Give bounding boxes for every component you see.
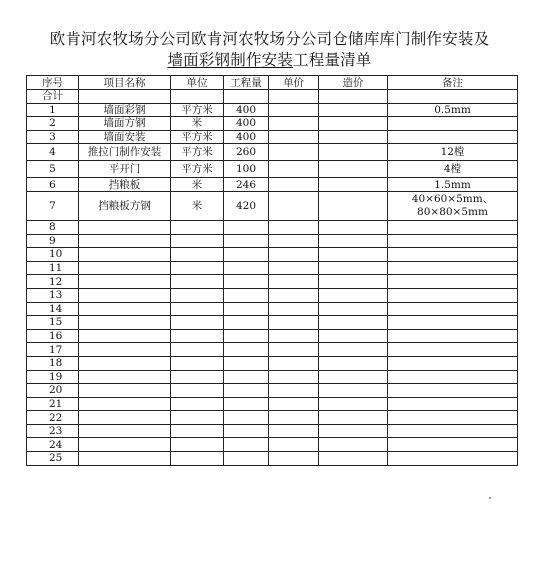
cell-qty (224, 234, 269, 248)
cell-name (79, 411, 171, 425)
cell-price (269, 356, 319, 370)
cell-no: 5 (27, 161, 79, 178)
cell-unit (171, 220, 224, 234)
cell-cost (319, 302, 388, 316)
cell-qty (224, 452, 269, 466)
cell-name: 推拉门制作安装 (79, 144, 171, 161)
table-row (27, 130, 518, 144)
cell-price (269, 117, 319, 131)
cell-price (269, 275, 319, 289)
table-row (27, 144, 518, 161)
total-label: 合计 (27, 90, 79, 104)
cell-no: 1 (27, 103, 79, 117)
cell-no: 25 (27, 452, 79, 466)
cell-unit (171, 397, 224, 411)
table-row (27, 220, 518, 234)
cell-unit (171, 302, 224, 316)
cell-no: 19 (27, 370, 79, 384)
cell-name: 墙面彩钢 (79, 103, 171, 117)
cell-cost (319, 397, 388, 411)
cell-price (269, 438, 319, 452)
total-row (27, 90, 518, 104)
header-unit: 单位 (171, 76, 224, 90)
cell-name (79, 370, 171, 384)
cell-cost (319, 161, 388, 178)
cell-price (269, 288, 319, 302)
cell-qty (224, 302, 269, 316)
cell-cost (319, 220, 388, 234)
cell-cost (319, 438, 388, 452)
cell-unit (171, 288, 224, 302)
cell-cost (319, 329, 388, 343)
cell-qty (224, 316, 269, 330)
table-row (27, 343, 518, 357)
cell-unit (171, 370, 224, 384)
cell-unit (171, 261, 224, 275)
cell-name: 挡粮板方钢 (79, 191, 171, 220)
cell-qty: 400 (224, 130, 269, 144)
header-note: 备注 (388, 76, 518, 90)
title-line-2 (0, 50, 539, 71)
cell-note (388, 452, 518, 466)
cell-name (79, 452, 171, 466)
header-no: 序号 (27, 76, 79, 90)
cell-note (388, 343, 518, 357)
cell-price (269, 316, 319, 330)
cell-note: 0.5mm (388, 103, 518, 117)
cell-price (269, 144, 319, 161)
cell-name (79, 261, 171, 275)
cell-unit (171, 424, 224, 438)
cell-unit (171, 411, 224, 425)
cell-price (269, 452, 319, 466)
cell-price (269, 178, 319, 192)
cell-cost (319, 234, 388, 248)
cell-qty (224, 424, 269, 438)
cell-name: 墙面方钢 (79, 117, 171, 131)
table-row (27, 261, 518, 275)
table-row (27, 103, 518, 117)
cell-note (388, 288, 518, 302)
cell-price (269, 384, 319, 398)
cell-no: 21 (27, 397, 79, 411)
title-line-2-rest: 工程量清单 (293, 51, 372, 69)
cell-note (388, 411, 518, 425)
cell-qty: 100 (224, 161, 269, 178)
cell-price (269, 370, 319, 384)
cell-unit: 平方米 (171, 161, 224, 178)
cell-unit (171, 452, 224, 466)
cell-name (79, 329, 171, 343)
cell-no: 20 (27, 384, 79, 398)
cell-note (388, 438, 518, 452)
table-row (27, 191, 518, 220)
cell-name: 挡粮板 (79, 178, 171, 192)
cell-price (269, 130, 319, 144)
cell-name (79, 316, 171, 330)
cell-unit (171, 343, 224, 357)
cell-cost (319, 343, 388, 357)
cell-price (269, 161, 319, 178)
cell-note (388, 275, 518, 289)
cell-cost (319, 103, 388, 117)
cell-qty: 260 (224, 144, 269, 161)
cell-qty (224, 261, 269, 275)
cell-qty (224, 356, 269, 370)
cell-cost (319, 424, 388, 438)
cell-no: 8 (27, 220, 79, 234)
cell-note (388, 117, 518, 131)
cell-qty (224, 288, 269, 302)
cell-name (79, 220, 171, 234)
cell-no: 16 (27, 329, 79, 343)
cell-name (79, 343, 171, 357)
cell-cost (319, 288, 388, 302)
quantity-table (26, 75, 518, 466)
cell-no: 11 (27, 261, 79, 275)
cell-note (388, 130, 518, 144)
table-row (27, 424, 518, 438)
cell-cost (319, 370, 388, 384)
cell-note (388, 261, 518, 275)
cell-no: 9 (27, 234, 79, 248)
cell-unit: 米 (171, 178, 224, 192)
cell-no: 14 (27, 302, 79, 316)
cell-unit (171, 275, 224, 289)
cell-note (388, 316, 518, 330)
cell-cost (319, 275, 388, 289)
cell-price (269, 234, 319, 248)
table-row (27, 275, 518, 289)
cell-note (388, 384, 518, 398)
cell-qty (224, 397, 269, 411)
cell-price (269, 343, 319, 357)
cell-note (388, 356, 518, 370)
cell-qty (224, 275, 269, 289)
cell-note: 12樘 (388, 144, 518, 161)
cell-price (269, 191, 319, 220)
scan-speck (489, 497, 491, 499)
cell-note: 1.5mm (388, 178, 518, 192)
table-row (27, 117, 518, 131)
cell-unit: 平方米 (171, 144, 224, 161)
cell-unit (171, 234, 224, 248)
table-row (27, 234, 518, 248)
table-row (27, 178, 518, 192)
header-cost: 造价 (319, 76, 388, 90)
table-row (27, 288, 518, 302)
cell-no: 2 (27, 117, 79, 131)
cell-no: 24 (27, 438, 79, 452)
cell-cost (319, 117, 388, 131)
cell-cost (319, 178, 388, 192)
cell-name (79, 356, 171, 370)
cell-cost (319, 144, 388, 161)
cell-name: 墙面安装 (79, 130, 171, 144)
cell-unit: 米 (171, 191, 224, 220)
table-row (27, 329, 518, 343)
cell-note (388, 397, 518, 411)
cell-cost (319, 130, 388, 144)
cell-cost (319, 384, 388, 398)
table-row (27, 397, 518, 411)
title-line-1: 欧肯河农牧场分公司欧肯河农牧场分公司仓储库库门制作安装及 (49, 30, 490, 48)
cell-price (269, 248, 319, 262)
cell-cost (319, 316, 388, 330)
cell-note (388, 424, 518, 438)
header-price: 单价 (269, 76, 319, 90)
title-line-2-underlined: 墙面彩钢制作安装 (167, 51, 294, 69)
cell-note (388, 370, 518, 384)
cell-price (269, 397, 319, 411)
cell-unit (171, 248, 224, 262)
cell-name (79, 234, 171, 248)
cell-no: 23 (27, 424, 79, 438)
cell-price (269, 411, 319, 425)
cell-note (388, 248, 518, 262)
cell-qty: 400 (224, 117, 269, 131)
cell-note (388, 329, 518, 343)
cell-name (79, 397, 171, 411)
cell-no: 10 (27, 248, 79, 262)
cell-no: 6 (27, 178, 79, 192)
cell-qty: 246 (224, 178, 269, 192)
cell-cost (319, 261, 388, 275)
cell-cost (319, 248, 388, 262)
cell-no: 4 (27, 144, 79, 161)
cell-name (79, 384, 171, 398)
header-name: 项目名称 (79, 76, 171, 90)
document-title (0, 29, 539, 71)
cell-no: 22 (27, 411, 79, 425)
cell-cost (319, 191, 388, 220)
cell-unit (171, 316, 224, 330)
cell-unit: 米 (171, 117, 224, 131)
cell-name (79, 438, 171, 452)
cell-price (269, 103, 319, 117)
cell-qty (224, 384, 269, 398)
cell-qty (224, 370, 269, 384)
table-row (27, 316, 518, 330)
cell-qty (224, 248, 269, 262)
cell-name (79, 302, 171, 316)
cell-qty: 420 (224, 191, 269, 220)
cell-price (269, 329, 319, 343)
cell-qty (224, 329, 269, 343)
cell-no: 18 (27, 356, 79, 370)
cell-price (269, 302, 319, 316)
cell-price (269, 220, 319, 234)
table-row (27, 384, 518, 398)
cell-no: 3 (27, 130, 79, 144)
cell-note (388, 220, 518, 234)
cell-note: 40×60×5mm、 80×80×5mm (388, 191, 518, 220)
cell-cost (319, 452, 388, 466)
cell-no: 12 (27, 275, 79, 289)
cell-no: 17 (27, 343, 79, 357)
cell-qty (224, 411, 269, 425)
table-row (27, 161, 518, 178)
cell-no: 7 (27, 191, 79, 220)
cell-cost (319, 356, 388, 370)
cell-unit (171, 356, 224, 370)
cell-cost (319, 411, 388, 425)
cell-no: 15 (27, 316, 79, 330)
table-row (27, 356, 518, 370)
cell-no: 13 (27, 288, 79, 302)
cell-name: 平开门 (79, 161, 171, 178)
table-row (27, 438, 518, 452)
cell-unit: 平方米 (171, 103, 224, 117)
cell-qty (224, 343, 269, 357)
cell-name (79, 248, 171, 262)
cell-note: 4樘 (388, 161, 518, 178)
cell-price (269, 424, 319, 438)
cell-name (79, 275, 171, 289)
table-header-row (27, 76, 518, 90)
header-qty: 工程量 (224, 76, 269, 90)
cell-qty (224, 220, 269, 234)
cell-name (79, 424, 171, 438)
cell-unit (171, 384, 224, 398)
cell-unit (171, 438, 224, 452)
table-row (27, 248, 518, 262)
cell-price (269, 261, 319, 275)
table-row (27, 370, 518, 384)
cell-qty (224, 438, 269, 452)
table-row (27, 302, 518, 316)
cell-unit (171, 329, 224, 343)
cell-name (79, 288, 171, 302)
cell-unit: 平方米 (171, 130, 224, 144)
cell-note (388, 234, 518, 248)
table-row (27, 411, 518, 425)
cell-qty: 400 (224, 103, 269, 117)
cell-note (388, 302, 518, 316)
table-row (27, 452, 518, 466)
